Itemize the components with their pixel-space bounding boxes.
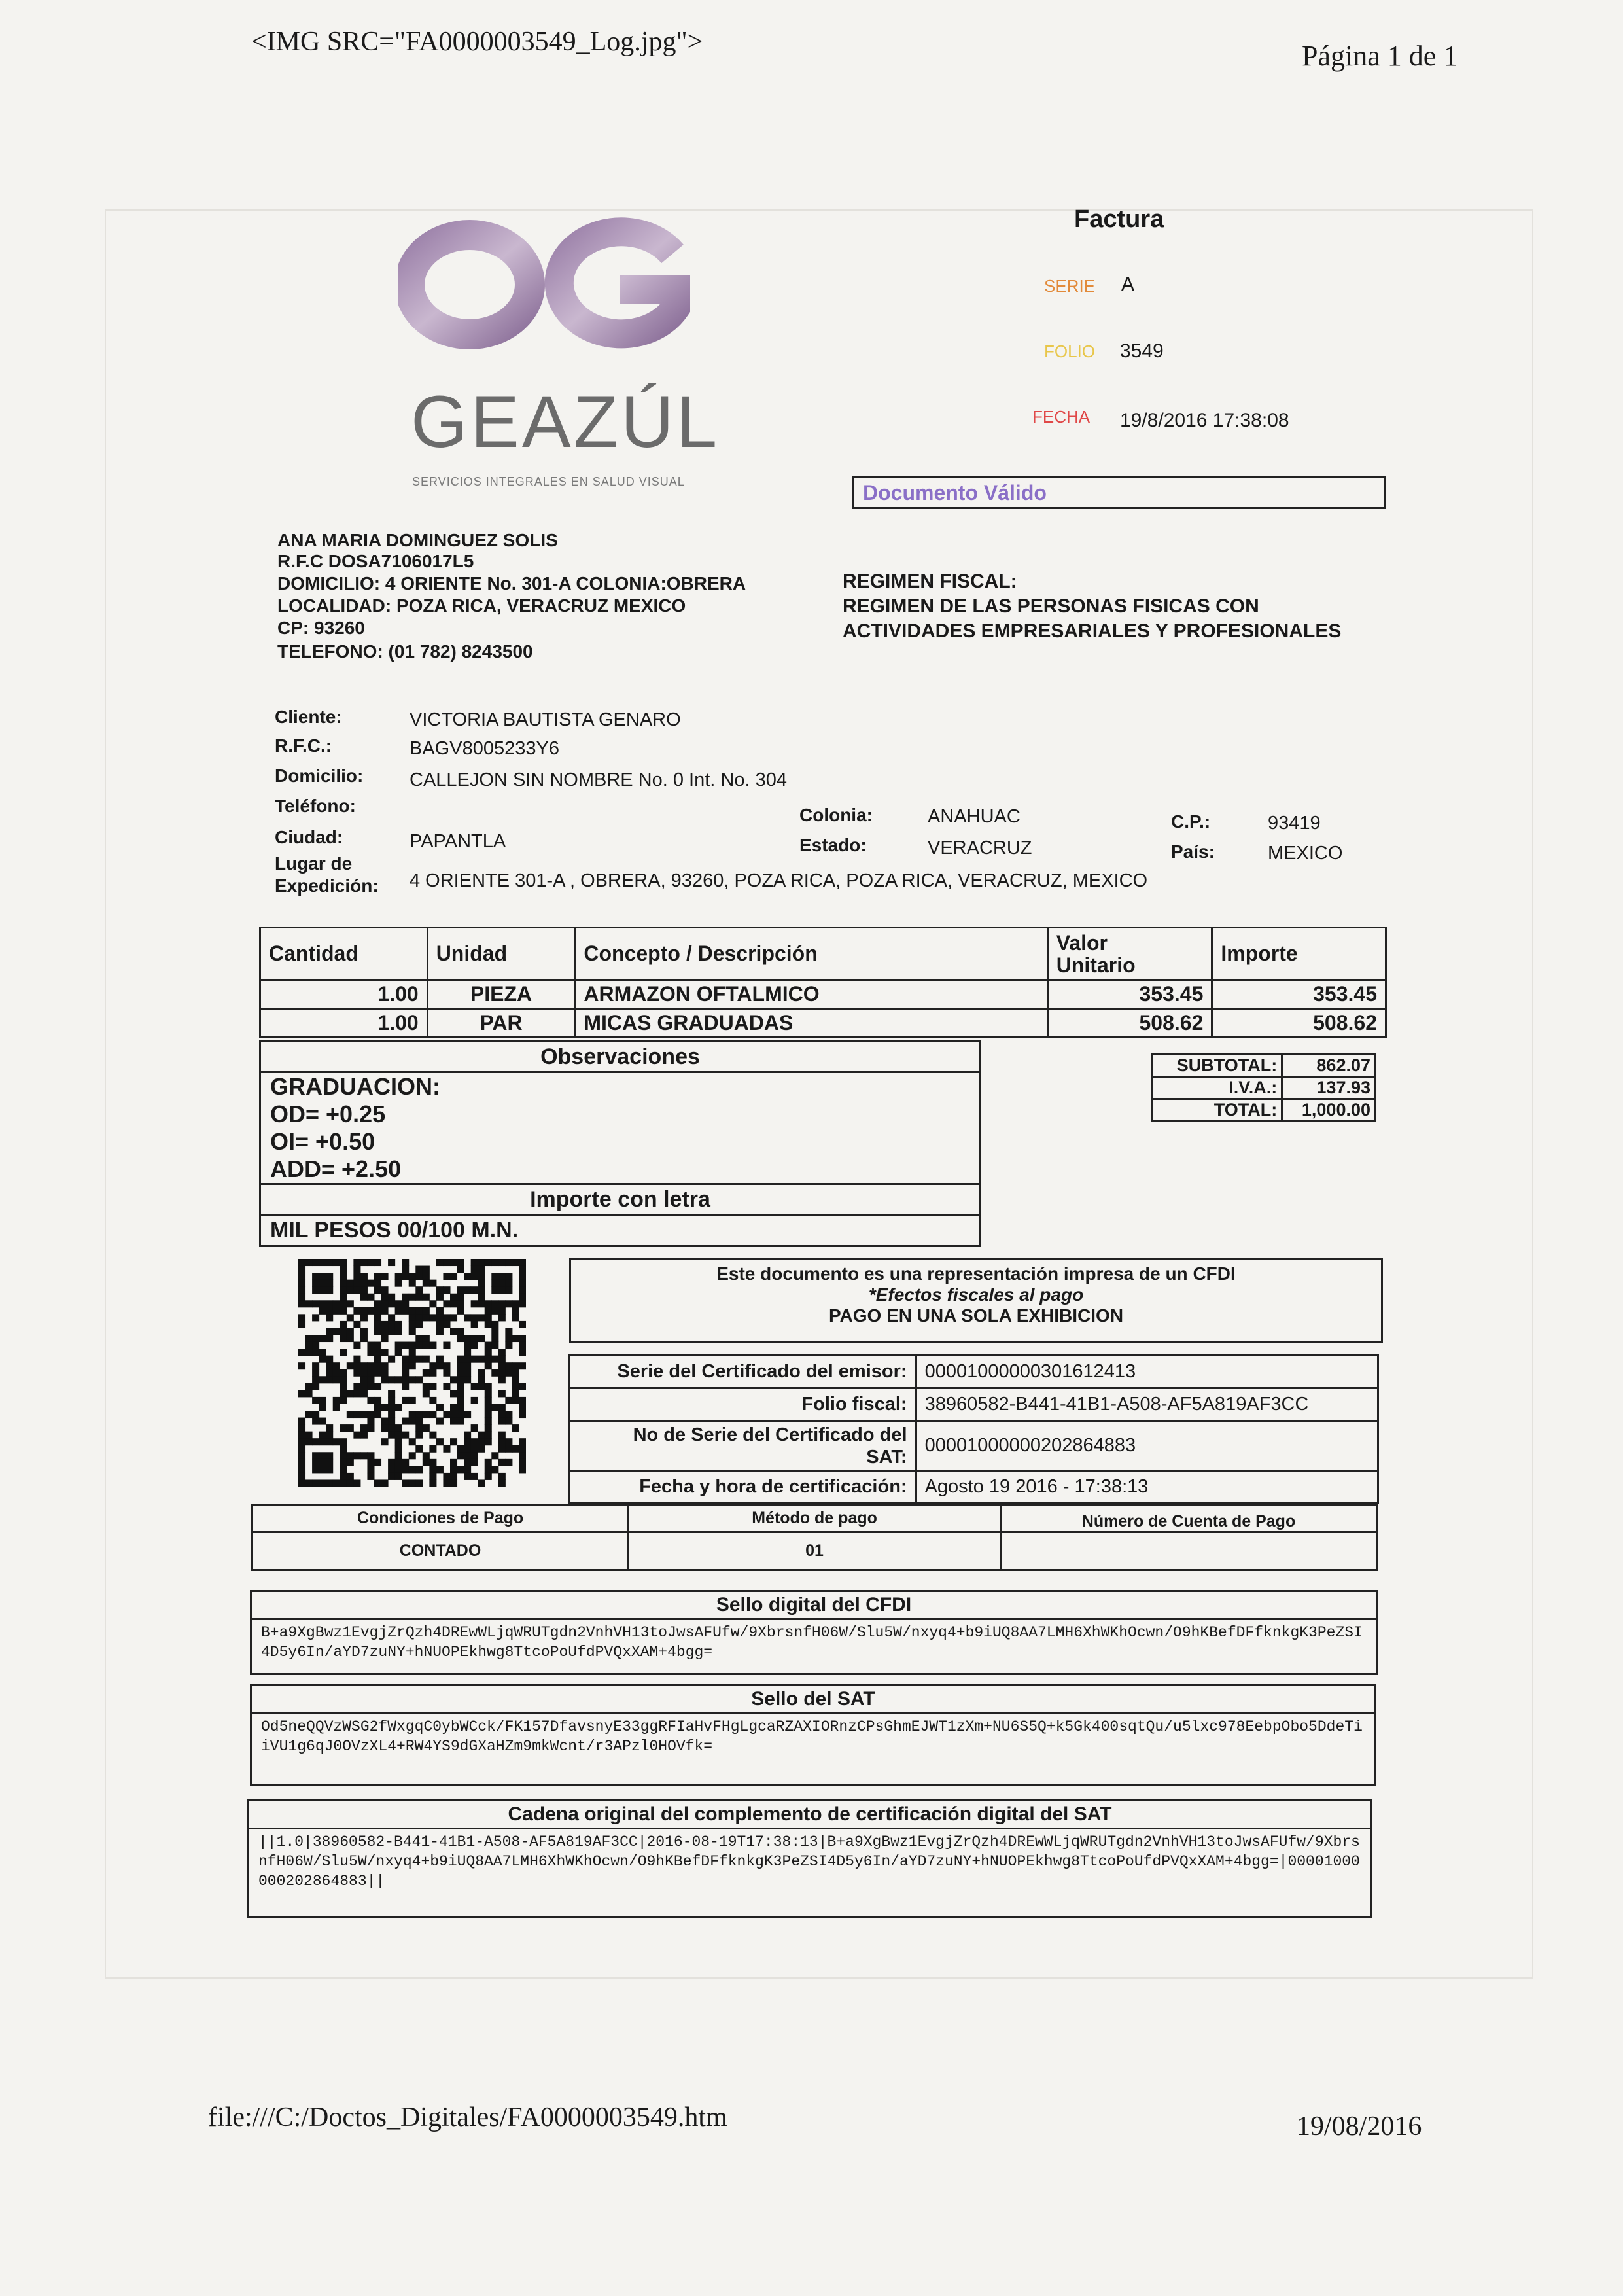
cfdi-line-2: *Efectos fiscales al pago (868, 1284, 1084, 1305)
total-value: 1,000.00 (1282, 1099, 1376, 1122)
telefono-label: Teléfono: (275, 796, 356, 816)
lugar-label-2: Expedición: (275, 875, 379, 896)
subtotal-value: 862.07 (1282, 1055, 1376, 1077)
row-unidad: PIEZA (427, 980, 575, 1009)
regimen-label: REGIMEN FISCAL: (843, 571, 1017, 592)
row-valor: 353.45 (1047, 980, 1212, 1009)
col-valor-line-1: Valor (1056, 930, 1108, 955)
col-importe: Importe (1212, 928, 1386, 980)
table-row (569, 1356, 1378, 1388)
table-row (260, 980, 1386, 1009)
cliente-value: VICTORIA BAUTISTA GENARO (410, 709, 681, 730)
folio-fiscal-value: 38960582-B441-41B1-A508-AF5A819AF3CC (916, 1388, 1378, 1421)
issuer-rfc: R.F.C DOSA7106017L5 (277, 551, 474, 571)
estado-label: Estado: (799, 835, 867, 855)
metodo-value: 01 (629, 1532, 1001, 1570)
iva-label: I.V.A.: (1153, 1077, 1282, 1099)
serie-value: A (1121, 274, 1135, 295)
fecha-cert-label: Fecha y hora de certificación: (569, 1471, 916, 1504)
row-concepto: ARMAZON OFTALMICO (575, 980, 1047, 1009)
issuer-domicilio: DOMICILIO: 4 ORIENTE No. 301-A COLONIA:OBRERA (277, 573, 746, 593)
observaciones-body (261, 1073, 979, 1183)
totals-table (1151, 1053, 1376, 1122)
row-unidad: PAR (427, 1009, 575, 1038)
observaciones-title: Observaciones (261, 1042, 979, 1073)
regimen-line-1: REGIMEN DE LAS PERSONAS FISICAS CON (843, 595, 1259, 617)
domicilio-value: CALLEJON SIN NOMBRE No. 0 Int. No. 304 (410, 769, 787, 790)
sello-sat-title: Sello del SAT (252, 1686, 1374, 1714)
payment-table (251, 1504, 1378, 1571)
col-unidad: Unidad (427, 928, 575, 980)
issuer-localidad: LOCALIDAD: POZA RICA, VERACRUZ MEXICO (277, 595, 686, 616)
folio-label: FOLIO (1044, 342, 1096, 361)
sello-cfdi-title: Sello digital del CFDI (252, 1592, 1376, 1620)
pais-value: MEXICO (1268, 843, 1343, 864)
col-cantidad: Cantidad (260, 928, 428, 980)
ciudad-value: PAPANTLA (410, 831, 506, 852)
sello-cfdi-text: B+a9XgBwz1EvgjZrQzh4DREwWLjqWRUTgdn2VnhVH13toJwsAFUfw/9XbrsnfH06W/Slu5W/nxyq4+b9iUQ8AA7LMH6XhWKhOcwn/O9hKBefDFfknkgK3PeZSI4D5y6In/aYD7zuNY+hNUOPEkhwg8TtcoPoUfdPVQxXAM+4bgg= (261, 1624, 1363, 1661)
serie-sat-label-2: SAT: (866, 1446, 907, 1468)
items-table (259, 927, 1387, 1038)
rfc-label: R.F.C.: (275, 735, 332, 756)
obs-line: GRADUACION: (270, 1073, 440, 1100)
row-importe: 353.45 (1212, 980, 1386, 1009)
sello-cfdi-box (250, 1590, 1378, 1675)
lugar-label-1: Lugar de (275, 853, 353, 874)
issuer-telefono: TELEFONO: (01 782) 8243500 (277, 641, 533, 662)
footer-date: 19/08/2016 (1297, 2111, 1422, 2142)
table-row (569, 1388, 1378, 1421)
obs-line: ADD= +2.50 (270, 1156, 402, 1182)
qr-code-icon (298, 1259, 526, 1487)
subtotal-label: SUBTOTAL: (1153, 1055, 1282, 1077)
iva-value: 137.93 (1282, 1077, 1376, 1099)
row-cantidad: 1.00 (260, 980, 428, 1009)
sello-sat-box (250, 1684, 1376, 1786)
obs-line: OI= +0.50 (270, 1128, 375, 1155)
cfdi-notice-box (569, 1258, 1383, 1343)
row-importe: 508.62 (1212, 1009, 1386, 1038)
payment-header-row (253, 1505, 1377, 1532)
brand-tagline: SERVICIOS INTEGRALES EN SALUD VISUAL (412, 475, 685, 488)
importe-letra-title: Importe con letra (261, 1183, 979, 1216)
table-row (260, 1009, 1386, 1038)
items-header-row (260, 928, 1386, 980)
colonia-value: ANAHUAC (928, 806, 1021, 827)
serie-label: SERIE (1044, 276, 1096, 296)
folio-fiscal-label: Folio fiscal: (569, 1388, 916, 1421)
image-source-tag: <IMG SRC="FA0000003549_Log.jpg"> (251, 27, 703, 57)
estado-value: VERACRUZ (928, 838, 1032, 858)
cliente-label: Cliente: (275, 707, 342, 727)
document-status: Documento Válido (852, 476, 1386, 509)
cp-label: C.P.: (1171, 811, 1211, 832)
ciudad-label: Ciudad: (275, 827, 343, 847)
table-row (569, 1471, 1378, 1504)
og-logo-icon (398, 216, 699, 353)
fecha-label: FECHA (1032, 407, 1091, 427)
cadena-original-text: ||1.0|38960582-B441-41B1-A508-AF5A819AF3CC|2016-08-19T17:38:13|B+a9XgBwz1EvgjZrQzh4DREwWLjqWRUTgdn2VnhVH13toJwsAFUfw/9XbrsnfH06W/Slu5W/nxyq4+b9iUQ8AA7LMH6XhWKhOcwn/O9hKBefDFfknkgK3PeZSI4D5y6In/aYD7zuNY+hNUOPEkhwg8TtcoPoUfdPVQxXAM+4bgg=|00001000000202864883|| (258, 1833, 1360, 1890)
cp-value: 93419 (1268, 813, 1321, 834)
fecha-cert-value: Agosto 19 2016 - 17:38:13 (916, 1471, 1378, 1504)
condiciones-value: CONTADO (253, 1532, 629, 1570)
row-cantidad: 1.00 (260, 1009, 428, 1038)
condiciones-label: Condiciones de Pago (253, 1505, 629, 1532)
row-valor: 508.62 (1047, 1009, 1212, 1038)
invoice-title: Factura (1074, 205, 1164, 233)
cfdi-line-1: Este documento es una representación impresa de un CFDI (716, 1263, 1236, 1284)
cadena-original-box (247, 1799, 1372, 1918)
lugar-value: 4 ORIENTE 301-A , OBRERA, 93260, POZA RICA, POZA RICA, VERACRUZ, MEXICO (410, 870, 1148, 891)
col-concepto: Concepto / Descripción (575, 928, 1047, 980)
domicilio-label: Domicilio: (275, 766, 364, 786)
serie-sat-label-1: No de Serie del Certificado del (633, 1424, 907, 1445)
cuenta-label: Número de Cuenta de Pago (1001, 1505, 1377, 1532)
serie-sat-value: 00001000000202864883 (916, 1421, 1378, 1471)
totals-row (1153, 1099, 1376, 1122)
folio-value: 3549 (1120, 340, 1164, 362)
payment-row (253, 1532, 1377, 1570)
sello-sat-text: Od5neQQVzWSG2fWxgqC0ybWCck/FK157DfavsnyE33ggRFIaHvFHgLgcaRZAXIORnzCPsGhmEJWT1zXm+NU6S5Q+k5Gk400sqtQu/u5lxc978EebpObo5DdeTiiVU1g6qJ0OVzXL4+RW4YS9dGXaHZm9mkWcnt/r3APzl0HOVfk= (261, 1718, 1363, 1755)
importe-letra-value: MIL PESOS 00/100 M.N. (270, 1218, 519, 1243)
colonia-label: Colonia: (799, 805, 873, 825)
table-row (569, 1421, 1378, 1471)
regimen-line-2: ACTIVIDADES EMPRESARIALES Y PROFESIONALES (843, 620, 1342, 642)
observaciones-box (259, 1040, 981, 1247)
col-valor-line-2: Unitario (1056, 953, 1136, 977)
total-label: TOTAL: (1153, 1099, 1282, 1122)
serie-cert-label: Serie del Certificado del emisor: (569, 1356, 916, 1388)
totals-row (1153, 1055, 1376, 1077)
page-number: Página 1 de 1 (1302, 40, 1458, 72)
obs-line: OD= +0.25 (270, 1101, 386, 1127)
serie-cert-value: 00001000000301612413 (916, 1356, 1378, 1388)
metodo-label: Método de pago (629, 1505, 1001, 1532)
pais-label: País: (1171, 841, 1215, 862)
totals-row (1153, 1077, 1376, 1099)
issuer-cp: CP: 93260 (277, 618, 365, 638)
issuer-name: ANA MARIA DOMINGUEZ SOLIS (277, 530, 558, 550)
cadena-original-title: Cadena original del complemento de certificación digital del SAT (249, 1801, 1370, 1829)
row-concepto: MICAS GRADUADAS (575, 1009, 1047, 1038)
fecha-value: 19/8/2016 17:38:08 (1120, 410, 1289, 431)
brand-name: GEAZÚL (411, 381, 720, 463)
cuenta-value (1001, 1532, 1377, 1570)
rfc-value: BAGV8005233Y6 (410, 738, 559, 759)
certificate-table (568, 1354, 1379, 1504)
footer-file-path: file:///C:/Doctos_Digitales/FA0000003549.htm (208, 2102, 727, 2132)
col-valor (1047, 928, 1212, 980)
cfdi-line-3: PAGO EN UNA SOLA EXHIBICION (828, 1305, 1124, 1326)
serie-sat-label (569, 1421, 916, 1471)
